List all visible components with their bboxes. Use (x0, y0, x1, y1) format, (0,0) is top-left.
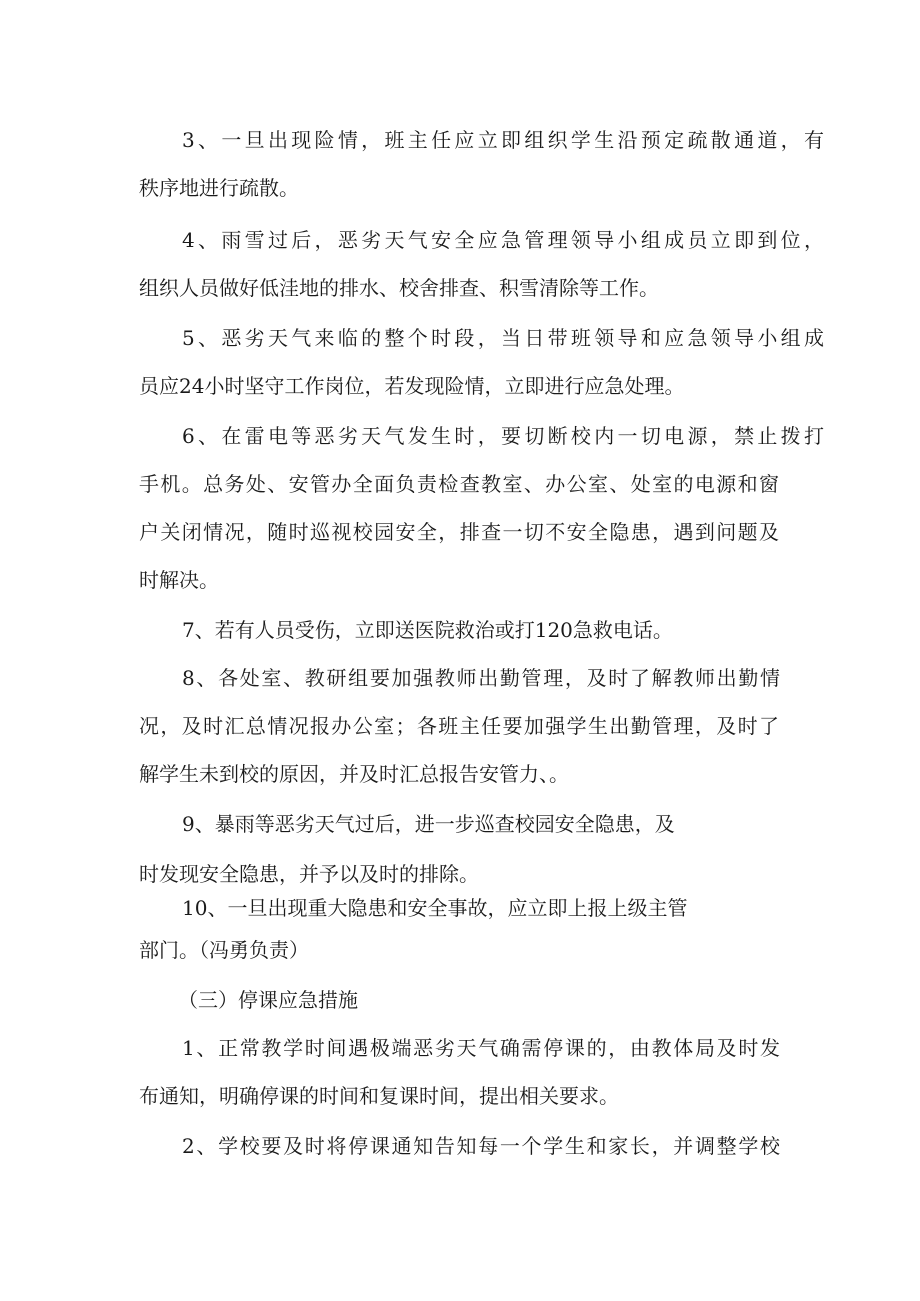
paragraph-6-line-3: 户关闭情况，随时巡视校园安全，排查一切不安全隐患，遇到问题及 (139, 520, 779, 544)
paragraph-8-line-3: 解学生未到校的原因，并及时汇总报告安管力、。 (139, 762, 569, 786)
paragraph-6-line-4: 时解决。 (139, 568, 219, 592)
paragraph-10-line-1: 10、一旦出现重大隐患和安全事故，应立即上报上级主管 (182, 896, 688, 920)
section-heading-suspension-measures: （三）停课应急措施 (178, 988, 358, 1012)
paragraph-8-line-2: 况，及时汇总情况报办公室；各班主任要加强学生出勤管理，及时了 (139, 714, 779, 738)
paragraph-3-line-1: 3、一旦出现险情，班主任应立即组织学生沿预定疏散通道，有 (182, 128, 824, 152)
paragraph-4-line-1: 4、雨雪过后，恶劣天气安全应急管理领导小组成员立即到位， (182, 228, 824, 252)
paragraph-10-line-2: 部门。（冯勇负责） (139, 938, 309, 962)
paragraph-9-line-1: 9、暴雨等恶劣天气过后，进一步巡查校园安全隐患，及 (182, 812, 675, 836)
paragraph-5-line-2: 员应24小时坚守工作岗位，若发现险情，立即进行应急处理。 (139, 374, 685, 398)
paragraph-6-line-1: 6、在雷电等恶劣天气发生时，要切断校内一切电源，禁止拨打 (182, 424, 824, 448)
paragraph-8-line-1: 8、各处室、教研组要加强教师出勤管理，及时了解教师出勤情 (182, 666, 780, 690)
paragraph-5-line-1: 5、恶劣天气来临的整个时段，当日带班领导和应急领导小组成 (182, 326, 824, 350)
paragraph-6-line-2: 手机。总务处、安管办全面负责检查教室、办公室、处室的电源和窗 (139, 472, 779, 496)
paragraph-3-line-2: 秩序地进行疏散。 (139, 176, 299, 200)
suspension-item-2-line-1: 2、学校要及时将停课通知告知每一个学生和家长，并调整学校 (182, 1134, 780, 1158)
paragraph-7-line-1: 7、若有人员受伤，立即送医院救治或打120急救电话。 (182, 618, 673, 642)
suspension-item-1-line-1: 1、正常教学时间遇极端恶劣天气确需停课的，由教体局及时发 (182, 1036, 780, 1060)
paragraph-4-line-2: 组织人员做好低洼地的排水、校舍排查、积雪清除等工作。 (139, 276, 659, 300)
suspension-item-1-line-2: 布通知，明确停课的时间和复课时间，提出相关要求。 (139, 1084, 619, 1108)
paragraph-9-line-2: 时发现安全隐患，并予以及时的排除。 (139, 862, 479, 886)
